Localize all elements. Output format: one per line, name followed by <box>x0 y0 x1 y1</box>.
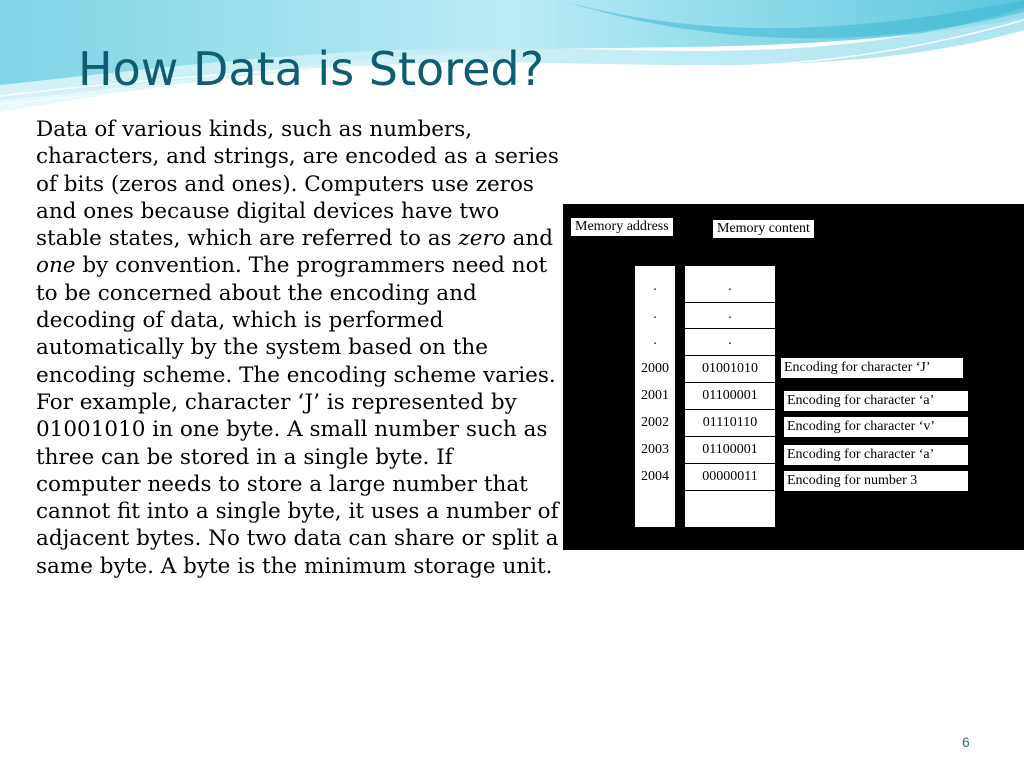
address-column <box>635 266 675 527</box>
memory-address-header: Memory address <box>571 218 673 236</box>
address-ellipsis: . <box>653 333 657 348</box>
content-2001: 01100001 <box>702 388 758 403</box>
content-ellipsis: . <box>728 333 732 348</box>
row-divider <box>685 463 775 464</box>
row-divider <box>685 355 775 356</box>
encoding-label-number-3: Encoding for number 3 <box>784 471 968 491</box>
content-2003: 01100001 <box>702 442 758 457</box>
body-paragraph <box>36 116 564 580</box>
header-tick <box>651 238 652 244</box>
row-divider <box>685 490 775 491</box>
address-2004: 2004 <box>641 469 669 484</box>
encoding-label-a: Encoding for character ‘a’ <box>784 391 968 411</box>
encoding-label-v: Encoding for character ‘v’ <box>784 417 968 437</box>
address-ellipsis: . <box>653 307 657 322</box>
body-text-part-2: and <box>505 226 553 252</box>
content-2000: 01001010 <box>702 361 758 376</box>
body-text-part-3: by convention. The programmers need not to be concerned about the encoding and decoding of data, which is performed automatically by the system based on the encoding scheme. The encoding scheme varies. For example, character ‘J’ is represented by 01001010 in one byte. A small number such as three can be stored in a single byte. If computer needs to store a large number that cannot fit into a single byte, it uses a number of adjacent bytes. No two data can share or split a same byte. A byte is the minimum storage unit. <box>36 253 559 579</box>
body-text-part-1: Data of various kinds, such as numbers, characters, and strings, are encoded as a series of bits (zeros and ones). Computers use zeros and ones because digital devices have two stable states, which are referred to as <box>36 117 559 252</box>
row-divider <box>685 436 775 437</box>
row-divider <box>685 302 775 303</box>
encoding-label-a-2: Encoding for character ‘a’ <box>784 445 968 465</box>
row-divider <box>685 382 775 383</box>
content-2004: 00000011 <box>702 469 758 484</box>
address-2002: 2002 <box>641 415 669 430</box>
address-ellipsis: . <box>653 279 657 294</box>
memory-diagram <box>563 204 1024 550</box>
content-ellipsis: . <box>728 279 732 294</box>
address-2000: 2000 <box>641 361 669 376</box>
memory-content-header: Memory content <box>713 220 814 238</box>
page-number: 6 <box>962 734 970 750</box>
slide-title: How Data is Stored? <box>78 42 544 96</box>
address-2003: 2003 <box>641 442 669 457</box>
address-2001: 2001 <box>641 388 669 403</box>
encoding-label-J: Encoding for character ‘J’ <box>781 358 963 378</box>
body-emphasis-one: one <box>36 253 76 279</box>
content-column <box>685 266 775 527</box>
content-ellipsis: . <box>728 307 732 322</box>
content-2002: 01110110 <box>702 415 758 430</box>
row-divider <box>685 409 775 410</box>
body-emphasis-zero: zero <box>458 226 506 252</box>
row-divider <box>685 328 775 329</box>
